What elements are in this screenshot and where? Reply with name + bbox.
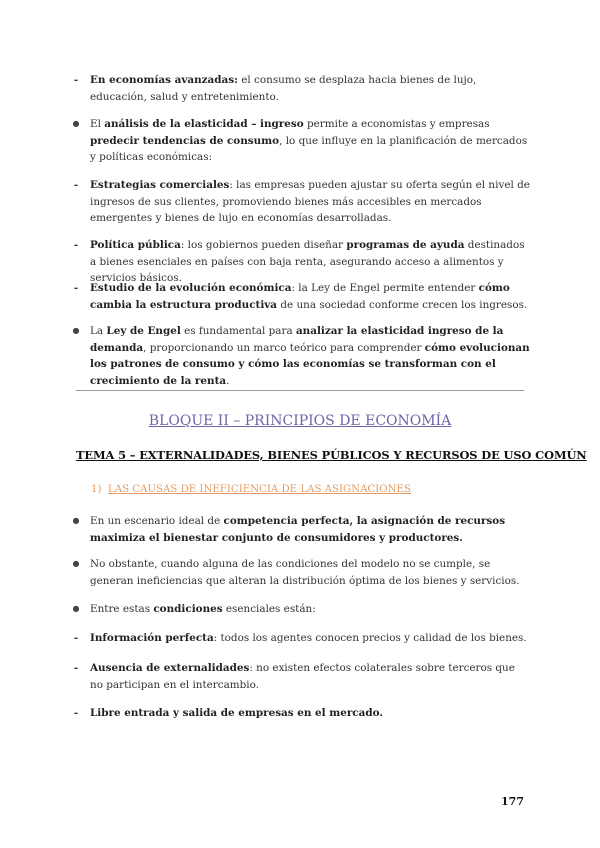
bold-text: Estudio de la evolución económica <box>90 282 292 294</box>
list-item-text <box>90 323 530 389</box>
bold-text: competencia perfecta, la asignación de recursos maximiza el bienestar conjunto de consumidores y productores. <box>90 515 506 544</box>
text-run: La <box>90 325 107 337</box>
text-run: : las empresas pueden ajustar su oferta según el nivel de ingresos de sus clientes, promoviendo bienes más accesibles en mercados emergentes y bienes de lujo en economías desarrolladas. <box>90 179 530 224</box>
text-run: El <box>90 118 105 130</box>
bold-text: predecir tendencias de consumo <box>90 134 280 147</box>
list-item-evolucion-economica <box>73 280 530 313</box>
block-title: BLOQUE II – PRINCIPIOS DE ECONOMÍA <box>148 413 452 429</box>
list-item-text <box>90 601 316 618</box>
text-run: En un escenario ideal de <box>90 515 224 527</box>
text-run: No obstante, cuando alguna de las condiciones del modelo no se cumple, se generan ineficiencias que alteran la distribución óptima de los bienes y servicios. <box>90 558 520 587</box>
bullet-icon: ● <box>72 119 80 128</box>
list-item-text <box>90 116 530 166</box>
dash-icon: - <box>73 632 79 644</box>
list-item-text <box>90 630 527 647</box>
list-item-condiciones <box>72 601 530 618</box>
text-run: de una sociedad conforme crecen los ingresos. <box>277 298 528 311</box>
text-run: , lo que influye en la planificación de mercados y políticas económicas: <box>90 134 528 163</box>
text-run: : todos los agentes conocen precios y calidad de los bienes. <box>213 632 527 644</box>
text-run: esenciales están: <box>222 603 316 615</box>
list-item-text <box>90 280 530 313</box>
text-run: , proporcionando un marco teórico para comprender <box>143 341 425 354</box>
dash-icon: - <box>73 239 79 251</box>
text-run: es fundamental para <box>180 325 296 337</box>
list-item-analisis-elasticidad <box>72 116 530 166</box>
text-run: el consumo se desplaza hacia bienes de lujo, educación, salud y entretenimiento. <box>90 74 477 103</box>
text-run: : no existen efectos colaterales sobre terceros que no participan en el intercambio. <box>90 662 515 691</box>
dash-icon: - <box>73 662 79 674</box>
list-item-text <box>90 177 530 227</box>
bold-text: condiciones <box>153 603 223 615</box>
list-item-text <box>90 556 530 589</box>
bullet-icon: ● <box>72 604 80 613</box>
tema-title: TEMA 5 – EXTERNALIDADES, BIENES PÚBLICOS Y RECURSOS DE USO COMÚN <box>76 448 587 462</box>
horizontal-divider <box>76 390 524 391</box>
list-item-estrategias-comerciales <box>73 177 530 227</box>
list-item-ley-engel <box>72 323 530 389</box>
text-run: permite a economistas y empresas <box>303 118 490 130</box>
bold-text: Estrategias comerciales <box>90 179 230 191</box>
bullet-icon: ● <box>72 516 80 525</box>
bold-text: cómo evolucionan los patrones de consumo y cómo las economías se transforman con el crecimiento de la renta <box>90 341 530 387</box>
bold-text: Información perfecta <box>90 632 214 644</box>
dash-icon: - <box>73 179 79 191</box>
list-item-text <box>90 513 530 546</box>
bullet-icon: ● <box>72 559 80 568</box>
list-item-economias-avanzadas <box>73 72 530 105</box>
list-item-text <box>90 660 530 693</box>
bold-text: Política pública <box>90 239 181 251</box>
text-run: : la Ley de Engel permite entender <box>291 282 479 294</box>
section-heading <box>91 484 411 495</box>
text-run: : los gobiernos pueden diseñar <box>180 239 347 251</box>
list-item-ausencia-externalidades <box>73 660 530 693</box>
bold-text: Ausencia de externalidades <box>90 662 250 674</box>
list-item-libre-entrada <box>73 705 530 722</box>
bold-text: Ley de Engel <box>106 325 181 337</box>
dash-icon: - <box>73 74 79 86</box>
page-number: 177 <box>501 795 524 808</box>
list-item-no-obstante <box>72 556 530 589</box>
section-title: LAS CAUSAS DE INEFICIENCIA DE LAS ASIGNACIONES <box>107 484 411 495</box>
bold-text: análisis de la elasticidad – ingreso <box>104 118 304 130</box>
list-item-text <box>90 705 383 722</box>
dash-icon: - <box>73 707 79 719</box>
bold-text: programas de ayuda <box>346 239 465 251</box>
bold-text: analizar la elasticidad ingreso de la demanda <box>90 325 504 354</box>
bold-text: Libre entrada y salida de empresas en el mercado. <box>90 707 383 719</box>
text-run: Entre estas <box>90 603 154 615</box>
text-run: . <box>226 374 230 387</box>
bold-text: En economías avanzadas: <box>90 74 238 86</box>
bullet-icon: ● <box>72 326 80 335</box>
list-item-informacion-perfecta <box>73 630 530 647</box>
text-run: destinados a bienes esenciales en países con baja renta, asegurando acceso a alimentos y servicios básicos. <box>90 239 525 284</box>
section-number: 1) <box>91 484 102 495</box>
list-item-escenario-ideal <box>72 513 530 546</box>
bold-text: cómo cambia la estructura productiva <box>90 282 510 311</box>
list-item-text <box>90 72 530 105</box>
dash-icon: - <box>73 282 79 294</box>
